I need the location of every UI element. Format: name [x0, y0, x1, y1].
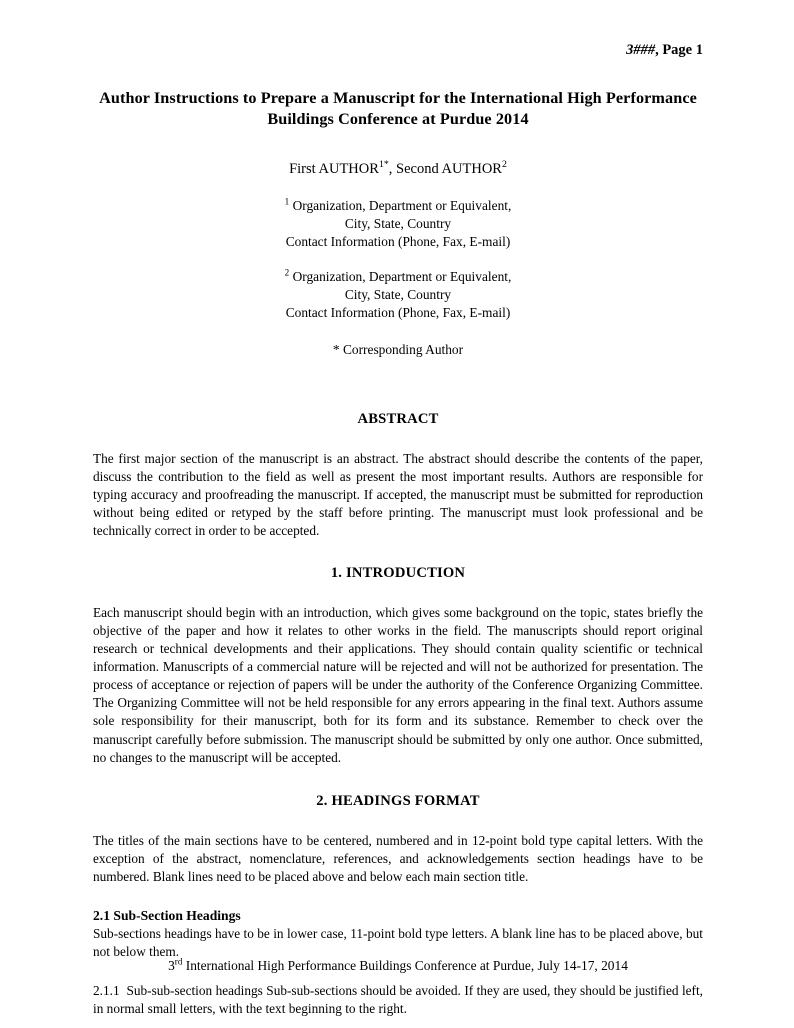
- subsubsection-heading: Sub-sub-section headings: [126, 982, 263, 998]
- affiliation-2-line1-wrap: [93, 268, 703, 286]
- authors-line: [93, 160, 703, 179]
- section-heading-abstract: ABSTRACT: [357, 411, 439, 428]
- affiliation-1-line1-wrap: [93, 197, 703, 215]
- section-body-abstract: The first major section of the manuscript is an abstract. The abstract should describe the contents of the paper, discuss the contribution to the field as well as present the most important results. Authors are responsible for typing accuracy and proofreading the manuscript. If accepted, the manuscript must be submitted for reproduction without being edited or retyped by the staff before printing. The manuscript must look professional and be technically correct in order to be accepted.: [93, 451, 703, 539]
- subsubsection-body: Sub-sub-sections should be avoided. If they are used, they should be justified left, in normal small letters, with the text beginning to the right.: [93, 982, 703, 1016]
- author-first-name: First AUTHOR: [289, 160, 379, 177]
- subsection-body-2-1: Sub-sections headings have to be in lower case, 11-point bold type letters. A blank line has to be placed above, but not below them.: [93, 925, 703, 959]
- running-header: [93, 42, 703, 59]
- paper-number: 3###: [626, 42, 656, 58]
- subsubsection-paragraph-2-1-1: [93, 982, 703, 1018]
- document-footer: [93, 958, 703, 974]
- footer-text: International High Performance Buildings Conference at Purdue, July 14-17, 2014: [182, 958, 628, 973]
- author-second-marker: 2: [501, 158, 507, 170]
- section-heading-headings-format: 2. HEADINGS FORMAT: [316, 792, 480, 809]
- affiliation-block-2: [93, 268, 703, 322]
- affiliation-1-line1: Organization, Department or Equivalent,: [292, 197, 512, 213]
- affiliation-2-line2: City, State, Country: [344, 287, 452, 303]
- page-label: , Page 1: [655, 42, 703, 58]
- author-separator: ,: [388, 160, 397, 177]
- subsubsection-number: 2.1.1: [93, 982, 120, 998]
- author-second-name: Second AUTHOR: [396, 160, 502, 177]
- affiliation-block-1: [93, 197, 703, 251]
- footer-ordinal-number: 3: [168, 958, 175, 973]
- section-heading-introduction: 1. INTRODUCTION: [330, 565, 466, 582]
- footer-ordinal-suffix: rd: [174, 956, 183, 967]
- subsection-heading-2-1: 2.1 Sub-Section Headings: [93, 907, 241, 923]
- author-first-marker: 1*: [378, 158, 389, 170]
- affiliation-1-marker: 1: [284, 196, 290, 207]
- affiliation-1-line2: City, State, Country: [344, 215, 452, 231]
- document-content: [93, 88, 703, 1018]
- affiliation-1-line3: Contact Information (Phone, Fax, E-mail): [285, 233, 511, 249]
- section-body-introduction: Each manuscript should begin with an introduction, which gives some background on the topic, states briefly the objective of the paper and how it relates to other works in the field. The manuscripts should report original research or technical developments and their applications. They should contain quality scientific or technical information. Manuscripts of a commercial nature will be rejected and will not be authorized for presentation. The process of acceptance or rejection of papers will be under the authority of the Conference Organizing Committee. The Organizing Committee will not be held responsible for any errors appearing in the final text. Authors assume sole responsibility for their manuscript, both for its form and its substance. Remember to check over the manuscript carefully before submission. The manuscript should be submitted by only one author. Once submitted, no changes to the manuscript will be accepted.: [93, 605, 703, 765]
- affiliation-2-line3: Contact Information (Phone, Fax, E-mail): [285, 305, 511, 321]
- section-body-headings-format: The titles of the main sections have to be centered, numbered and in 12-point bold type capital letters. With the exception of the abstract, nomenclature, references, and acknowledgements section headings have to be numbered. Blank lines need to be placed above and below each main section title.: [93, 832, 703, 884]
- page-title: Author Instructions to Prepare a Manuscript for the International High Performance Buildings Conference at Purdue 2014: [99, 89, 697, 129]
- affiliation-2-line1: Organization, Department or Equivalent,: [292, 269, 512, 285]
- affiliation-2-marker: 2: [284, 267, 290, 278]
- corresponding-author-note: * Corresponding Author: [332, 342, 464, 358]
